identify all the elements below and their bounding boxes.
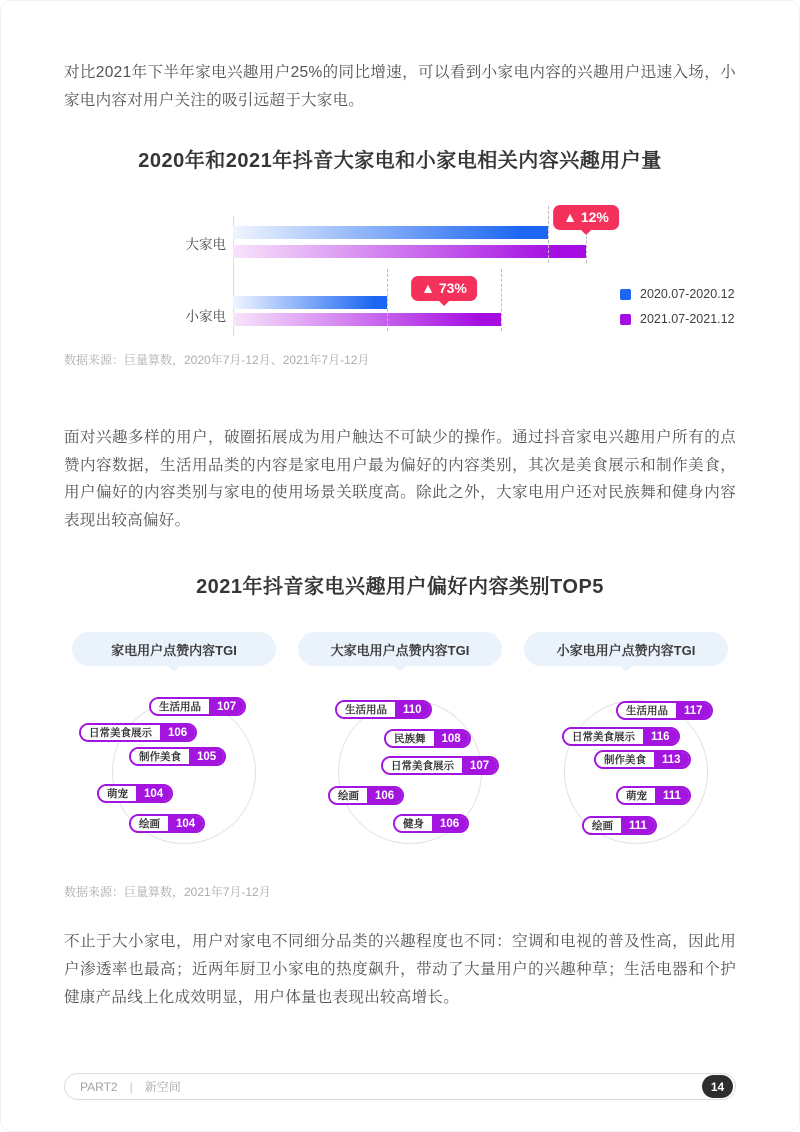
growth-badge-12pct: [553, 205, 619, 230]
tgi-pill: [97, 784, 173, 803]
legend-swatch-purple: [620, 314, 631, 325]
legend-swatch-blue: [620, 289, 631, 300]
tgi-category-label: 日常美食展示: [564, 729, 643, 744]
tgi-category-label: 生活用品: [337, 702, 395, 717]
tgi-category-label: 日常美食展示: [81, 725, 160, 740]
tgi-chart-all-appliances: [72, 632, 276, 870]
legend-label: 2021.07-2021.12: [640, 312, 735, 327]
tgi-header-pill: 家电用户点赞内容TGI: [72, 632, 276, 666]
tgi-pill: [616, 701, 713, 720]
dashed-guide-line: [501, 269, 502, 331]
middle-paragraph: 面对兴趣多样的用户，破圈拓展成为用户触达不可缺少的操作。通过抖音家电兴趣用户所有的点赞内容数据，生活用品类的内容是家电用户最为偏好的内容类别，其次是美食展示和制作美食，用户偏好的内容类别与家电的使用场景关联度高。除此之外，大家电用户还对民族舞和健身内容表现出较高偏好。: [64, 429, 736, 529]
legend-item-2020: [620, 287, 735, 301]
tgi-pill: [384, 729, 471, 748]
tgi-category-label: 制作美食: [596, 752, 654, 767]
tgi-chart-title: 2021年抖音家电兴趣用户偏好内容类别TOP5: [196, 576, 604, 599]
tgi-category-label: 日常美食展示: [383, 758, 462, 773]
tgi-pill: [381, 756, 499, 775]
data-source-note-2: 数据来源：巨量算数，2021年7月-12月: [64, 885, 271, 900]
tgi-value: 105: [189, 749, 224, 764]
tgi-chart-large-appliances: [298, 632, 502, 870]
tgi-category-label: 绘画: [330, 788, 367, 803]
tgi-category-label: 生活用品: [618, 703, 676, 718]
tgi-category-label: 健身: [395, 816, 432, 831]
tgi-value: 106: [432, 816, 467, 831]
tgi-value: 106: [367, 788, 402, 803]
tgi-header-pill: 小家电用户点赞内容TGI: [524, 632, 728, 666]
tgi-pill: [149, 697, 246, 716]
bar-small-2021: [233, 313, 501, 326]
tgi-value: 111: [655, 788, 689, 803]
bar-large-2021: [233, 245, 586, 258]
chart-legend: [620, 287, 735, 337]
growth-badge-73pct: [411, 276, 477, 301]
tgi-value: 116: [643, 729, 678, 744]
tgi-value: 104: [136, 786, 171, 801]
data-source-note-1: 数据来源：巨量算数，2020年7月-12月、2021年7月-12月: [64, 353, 370, 368]
tgi-value: 110: [395, 702, 430, 717]
tgi-bubble-area: [298, 674, 502, 870]
tgi-header-pill: 大家电用户点赞内容TGI: [298, 632, 502, 666]
tgi-value: 113: [654, 752, 689, 767]
tgi-pill: [79, 723, 197, 742]
tgi-value: 111: [621, 818, 655, 833]
tgi-value: 117: [676, 703, 711, 718]
footer-part-label: PART2: [80, 1079, 118, 1094]
closing-paragraph: 不止于大小家电，用户对家电不同细分品类的兴趣程度也不同：空调和电视的普及性高，因此用户渗透率也最高；近两年厨卫小家电的热度飙升，带动了大量用户的兴趣种草；生活电器和个护健康产品线上化成效明显，用户体量也表现出较高增长。: [64, 933, 736, 1006]
growth-badge-text: ▲ 12%: [563, 209, 609, 226]
tgi-bubble-area: [72, 674, 276, 870]
tgi-pill: [594, 750, 691, 769]
tgi-category-label: 萌宠: [618, 788, 655, 803]
tgi-category-label: 萌宠: [99, 786, 136, 801]
dashed-guide-line: [387, 269, 388, 331]
tgi-value: 106: [160, 725, 195, 740]
tgi-chart-small-appliances: [524, 632, 728, 870]
tgi-value: 107: [462, 758, 497, 773]
footer-section-label: 新空间: [144, 1080, 181, 1094]
tgi-charts-row: [64, 632, 736, 870]
tgi-category-label: 绘画: [584, 818, 621, 833]
tgi-pill: [129, 814, 205, 833]
interest-users-bar-chart: [64, 196, 736, 346]
page-footer: [64, 1073, 736, 1100]
category-label-small-appliances: 小家电: [185, 309, 226, 325]
tgi-pill: [582, 816, 657, 835]
tgi-value: 108: [434, 731, 469, 746]
page-number-badge: 14: [702, 1075, 733, 1098]
tgi-category-label: 制作美食: [131, 749, 189, 764]
legend-item-2021: [620, 312, 735, 326]
category-label-large-appliances: 大家电: [185, 237, 226, 253]
tgi-pill: [129, 747, 226, 766]
bar-large-2020: [233, 226, 548, 239]
dashed-guide-line: [548, 206, 549, 263]
tgi-pill: [328, 786, 404, 805]
tgi-pill: [393, 814, 469, 833]
tgi-category-label: 绘画: [131, 816, 168, 831]
tgi-pill: [335, 700, 432, 719]
intro-paragraph: 对比2021年下半年家电兴趣用户25%的同比增速，可以看到小家电内容的兴趣用户迅速入场，小家电内容对用户关注的吸引远超于大家电。: [64, 64, 736, 109]
tgi-category-label: 民族舞: [386, 731, 434, 746]
tgi-value: 107: [209, 699, 244, 714]
tgi-bubble-area: [524, 674, 728, 870]
growth-badge-text: ▲ 73%: [421, 280, 467, 297]
bar-chart-title: 2020年和2021年抖音大家电和小家电相关内容兴趣用户量: [138, 150, 662, 173]
tgi-value: 104: [168, 816, 203, 831]
footer-divider: |: [129, 1079, 133, 1094]
bar-small-2020: [233, 296, 387, 309]
tgi-pill: [616, 786, 691, 805]
legend-label: 2020.07-2020.12: [640, 287, 735, 302]
dashed-guide-line: [586, 231, 587, 263]
tgi-category-label: 生活用品: [151, 699, 209, 714]
tgi-pill: [562, 727, 680, 746]
